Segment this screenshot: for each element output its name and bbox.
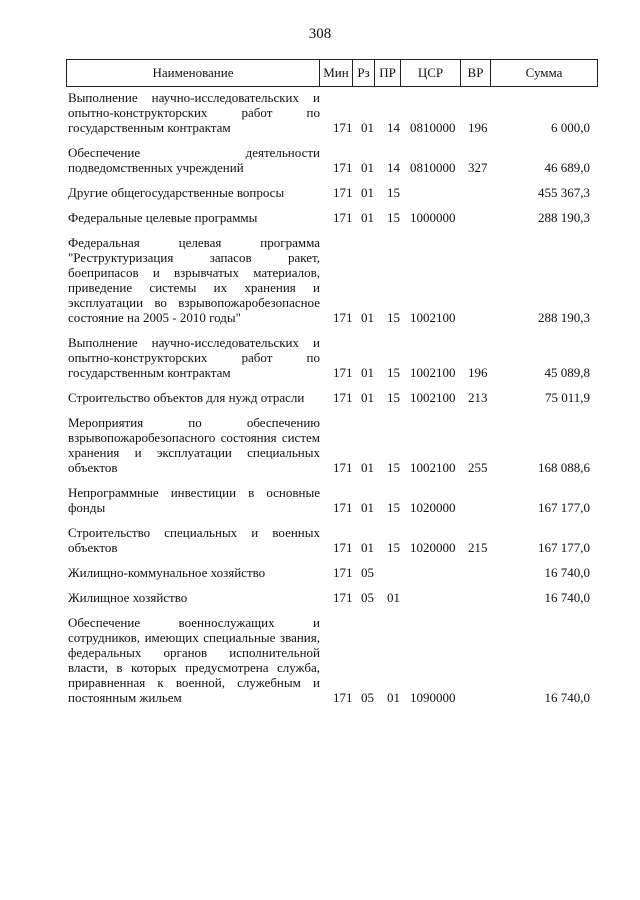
row-name: Непрограммные инвестиции в основные фонды xyxy=(68,485,320,515)
row-rz: 05 xyxy=(361,590,374,605)
row-name: Строительство специальных и военных объектов xyxy=(68,525,320,555)
row-csr: 1002100 xyxy=(410,310,456,325)
header-name: Наименование xyxy=(67,60,320,86)
page-number: 308 xyxy=(308,26,332,42)
row-name: Мероприятия по обеспечению взрывопожаробезопасного состояния систем хранения и эксплуатации специальных объектов xyxy=(68,415,320,475)
budget-table-body xyxy=(0,90,640,715)
row-rz: 05 xyxy=(361,565,374,580)
row-pr: 01 xyxy=(387,690,400,705)
table-row xyxy=(0,145,640,175)
row-sum: 16 740,0 xyxy=(544,590,590,605)
header-pr: ПР xyxy=(375,60,401,86)
table-row xyxy=(0,565,640,580)
row-rz: 01 xyxy=(361,185,374,200)
row-sum: 46 689,0 xyxy=(544,160,590,175)
row-rz: 01 xyxy=(361,365,374,380)
row-vr: 196 xyxy=(468,365,488,380)
row-sum: 167 177,0 xyxy=(538,500,590,515)
row-csr: 0810000 xyxy=(410,120,456,135)
row-rz: 01 xyxy=(361,390,374,405)
row-vr: 327 xyxy=(468,160,488,175)
row-pr: 15 xyxy=(387,540,400,555)
row-rz: 01 xyxy=(361,540,374,555)
row-rz: 01 xyxy=(361,460,374,475)
row-min: 171 xyxy=(333,120,353,135)
row-name: Федеральная целевая программа "Реструктуризация запасов ракет, боеприпасов и взрывчатых материалов, приведение системы их хранения и эксплуатации во взрывопожаробезопасное состояние на 2005 - 2010 годы" xyxy=(68,235,320,325)
header-vr: ВР xyxy=(461,60,491,86)
row-name: Обеспечение военнослужащих и сотрудников, имеющих специальные звания, федеральных органов исполнительной власти, в которых предусмотрена служба, приравненная к военной, служебным и постоянным жильем xyxy=(68,615,320,705)
row-pr: 15 xyxy=(387,500,400,515)
row-min: 171 xyxy=(333,310,353,325)
row-vr: 255 xyxy=(468,460,488,475)
table-row xyxy=(0,590,640,605)
row-csr: 1002100 xyxy=(410,390,456,405)
row-pr: 01 xyxy=(387,590,400,605)
table-row xyxy=(0,90,640,135)
row-rz: 01 xyxy=(361,310,374,325)
row-sum: 167 177,0 xyxy=(538,540,590,555)
table-row xyxy=(0,485,640,515)
row-csr: 1002100 xyxy=(410,365,456,380)
row-sum: 45 089,8 xyxy=(544,365,590,380)
row-pr: 15 xyxy=(387,390,400,405)
row-sum: 168 088,6 xyxy=(538,460,590,475)
header-csr: ЦСР xyxy=(401,60,461,86)
row-pr: 15 xyxy=(387,185,400,200)
row-rz: 05 xyxy=(361,690,374,705)
row-csr: 0810000 xyxy=(410,160,456,175)
header-min: Мин xyxy=(320,60,353,86)
table-row xyxy=(0,390,640,405)
row-rz: 01 xyxy=(361,120,374,135)
row-name: Обеспечение деятельности подведомственных учреждений xyxy=(68,145,320,175)
row-name: Выполнение научно-исследовательских и опытно-конструкторских работ по государственным контрактам xyxy=(68,335,320,380)
row-pr: 15 xyxy=(387,460,400,475)
row-min: 171 xyxy=(333,690,353,705)
row-sum: 288 190,3 xyxy=(538,310,590,325)
row-csr: 1000000 xyxy=(410,210,456,225)
header-sum: Сумма xyxy=(525,65,563,80)
row-pr: 15 xyxy=(387,310,400,325)
table-row xyxy=(0,210,640,225)
row-min: 171 xyxy=(333,460,353,475)
row-sum: 288 190,3 xyxy=(538,210,590,225)
row-rz: 01 xyxy=(361,500,374,515)
table-row xyxy=(0,525,640,555)
row-min: 171 xyxy=(333,160,353,175)
row-sum: 75 011,9 xyxy=(544,390,590,405)
row-csr: 1090000 xyxy=(410,690,456,705)
row-pr: 14 xyxy=(387,160,400,175)
row-rz: 01 xyxy=(361,160,374,175)
row-name: Федеральные целевые программы xyxy=(68,210,258,225)
row-min: 171 xyxy=(333,390,353,405)
row-sum: 6 000,0 xyxy=(551,120,590,135)
row-pr: 15 xyxy=(387,365,400,380)
row-pr: 14 xyxy=(387,120,400,135)
table-row xyxy=(0,235,640,325)
row-name: Жилищное хозяйство xyxy=(68,590,188,605)
row-name: Строительство объектов для нужд отрасли xyxy=(68,390,305,405)
table-row xyxy=(0,615,640,705)
row-min: 171 xyxy=(333,500,353,515)
row-min: 171 xyxy=(333,565,353,580)
row-pr: 15 xyxy=(387,210,400,225)
row-name: Другие общегосударственные вопросы xyxy=(68,185,285,200)
row-min: 171 xyxy=(333,540,353,555)
table-header xyxy=(66,59,598,87)
row-vr: 196 xyxy=(468,120,488,135)
row-rz: 01 xyxy=(361,210,374,225)
row-min: 171 xyxy=(333,185,353,200)
table-row xyxy=(0,335,640,380)
row-min: 171 xyxy=(333,365,353,380)
row-csr: 1002100 xyxy=(410,460,456,475)
row-sum: 16 740,0 xyxy=(544,690,590,705)
row-vr: 215 xyxy=(468,540,488,555)
row-name: Жилищно-коммунальное хозяйство xyxy=(68,565,266,580)
row-sum: 455 367,3 xyxy=(538,185,590,200)
row-csr: 1020000 xyxy=(410,500,456,515)
row-min: 171 xyxy=(333,210,353,225)
row-name: Выполнение научно-исследовательских и опытно-конструкторских работ по государственным контрактам xyxy=(68,90,320,135)
row-csr: 1020000 xyxy=(410,540,456,555)
row-min: 171 xyxy=(333,590,353,605)
header-rz: Рз xyxy=(353,60,375,86)
table-row xyxy=(0,415,640,475)
row-vr: 213 xyxy=(468,390,488,405)
table-row xyxy=(0,185,640,200)
row-sum: 16 740,0 xyxy=(544,565,590,580)
